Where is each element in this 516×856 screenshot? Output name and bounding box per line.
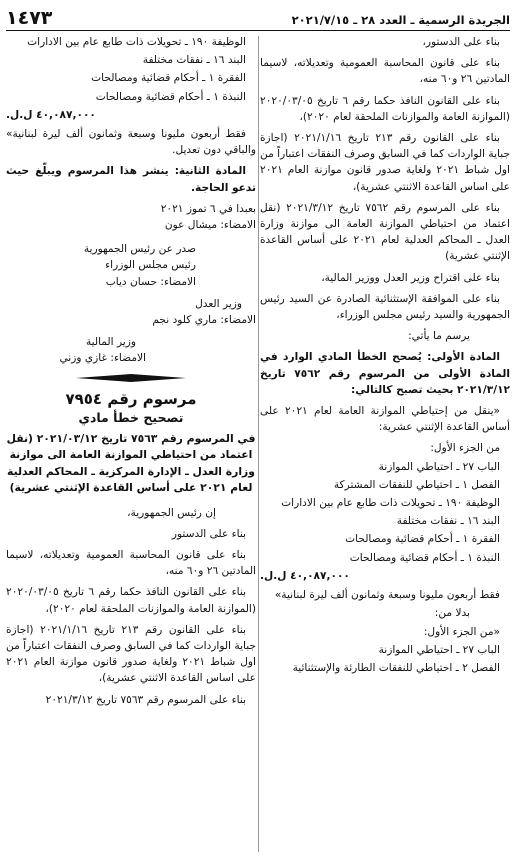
page-header: [6, 4, 510, 31]
decree-subtitle: تصحيح خطأ مادي: [78, 409, 184, 425]
budget-line: الفقرة ١ ـ أحكام قضائية ومصالحات: [345, 533, 500, 546]
budget-line: من الجزء الأول:: [430, 442, 500, 455]
clause: بناء على الموافقة الإستثنائية الصادرة عن السيد رئيس الجمهورية والسيد رئيس مجلس الوزراء،: [260, 292, 510, 322]
budget-line: الباب ٢٧ ـ احتياطي الموازنة: [378, 643, 500, 656]
gazette-name: الجريدة الرسمية ـ العدد: [379, 13, 510, 27]
clause: بناء على المرسوم رقم ٧٥٦٢ تاريخ ٢٠٢١/٣/١٢ (نقل اعتماد من احتياطي الموازنة العامة الى موازنة وزارة العدل ـ المحاكم العدلية لعام ٢٠٢١ على أساس القاعدة الإثنتي عشرية): [260, 201, 510, 263]
budget-line: الفقرة ١ ـ أحكام قضائية ومصالحات: [91, 72, 246, 85]
budget-line: الفصل ١ ـ احتياطي للنفقات المشتركة: [333, 478, 500, 491]
left-column: [6, 34, 256, 856]
decree-title: مرسوم رقم ٧٩٥٤: [65, 389, 197, 408]
budget-line: النبذة ١ ـ أحكام قضائية ومصالحات: [349, 551, 500, 564]
signature-justice: الامضاء: ماري كلود نجم: [152, 314, 256, 327]
decree-formula: يرسم ما يأتي:: [408, 330, 470, 343]
signature-justice-title: وزير العدل: [195, 297, 242, 310]
clause: بناء على القانون النافذ حكما رقم ٦ تاريخ ٢٠٢٠/٠٣/٠٥ (الموازنة العامة والموازنات الملحقة لعام ٢٠٢٠)،: [6, 586, 256, 615]
article-two-text: المادة الثانية: ينشر هذا المرسوم ويبلّغ حيث تدعو الحاجة.: [6, 165, 256, 194]
budget-line: الفصل ٢ ـ احتياطي للنفقات الطارئة والإستثنائية: [292, 661, 500, 674]
clause: إن رئيس الجمهورية،: [127, 506, 216, 519]
article-two: [6, 163, 256, 195]
signature-place-date: بعبدا في ٦ تموز ٢٠٢١: [160, 202, 256, 215]
signature-president: الامضاء: ميشال عون: [164, 219, 256, 232]
budget-line: «من الجزء الأول:: [423, 625, 500, 638]
amount: ٤٠,٠٨٧,٠٠٠ ل.ل.: [6, 108, 96, 121]
clause: بناء على اقتراح وزير العدل ووزير المالية،: [321, 271, 500, 284]
decree-description: في المرسوم رقم ٧٥٦٣ تاريخ ٢٠٢١/٠٣/١٢ (نقل اعتماد من احتياطي الموازنة العامة الى موازنة وزارة العدل ـ الإدارة المركزية ـ المحاكم العدلية لعام ٢٠٢١ على أساس القاعدة الإثنتي عشرية): [6, 431, 256, 495]
clause: بدلا من:: [434, 607, 470, 620]
article-one: [260, 349, 510, 398]
amount: ٤٠,٠٨٧,٠٠٠ ل.ل.: [260, 569, 350, 582]
budget-line: البند ١٦ ـ نفقات مختلفة: [142, 54, 246, 67]
budget-line: الوظيفة ١٩٠ ـ تحويلات ذات طابع عام بين الادارات: [281, 497, 500, 510]
budget-line: الباب ٢٧ ـ احتياطي الموازنة: [378, 460, 500, 473]
clause: بناء على الدستور،: [422, 36, 500, 48]
clause: «ينقل من إحتياطي الموازنة العامة لعام ٢٠٢١ على أساس القاعدة الإثنتي عشرية:: [260, 405, 510, 434]
signature-finance: الامضاء: غازي وزني: [59, 352, 146, 365]
signature-pm: الامضاء: حسان دياب: [105, 275, 196, 288]
divider-ornament-icon: [76, 373, 186, 383]
page-number: ١٤٧٣: [6, 7, 53, 29]
clause: بناء على القانون النافذ حكما رقم ٦ تاريخ ٢٠٢٠/٠٣/٠٥ (الموازنة العامة والموازنات الملحقة لعام ٢٠٢٠)،: [260, 94, 510, 123]
clause: بناء على المرسوم رقم ٧٥٦٣ تاريخ ٢٠٢١/٣/١٢: [45, 693, 246, 706]
clause: بناء على القانون رقم ٢١٣ تاريخ ٢٠٢١/١/١٦ (اجازة جباية الواردات كما في السابق وصرف النفقات اعتباراً من اول شباط ٢٠٢١ ولغاية صدور قانون موازنة العام ٢٠٢١ على اساس القاعدة الاثنتي عشرية)،: [260, 132, 510, 193]
signature-finance-title: وزير المالية: [85, 336, 136, 349]
budget-line: البند ١٦ ـ نفقات مختلفة: [396, 515, 500, 528]
budget-line: النبذة ١ ـ أحكام قضائية ومصالحات: [95, 90, 246, 103]
signatures: [6, 201, 256, 367]
right-column: [260, 34, 510, 856]
signature-issued-by: صدر عن رئيس الجمهورية: [83, 243, 196, 256]
clause: بناء على قانون المحاسبة العمومية وتعديلاته، لاسيما المادتين ٢٦ و٦٠ منه،: [6, 549, 256, 578]
clause: بناء على قانون المحاسبة العمومية وتعديلاته، لاسيما المادتين ٢٦ و٦٠ منه،: [260, 57, 510, 86]
column-divider: [258, 36, 259, 852]
issue-date: ـ ٢٠٢١/٧/١٥: [291, 13, 358, 27]
gazette-title: [292, 13, 510, 30]
clause: بناء على الدستور: [171, 527, 246, 540]
amount-words: فقط أربعون مليونا وسبعة وثمانون ألف ليرة لبنانية»: [274, 589, 500, 602]
amount-words: فقط أربعون مليونا وسبعة وثمانون ألف ليرة لبنانية» والباقي دون تعديل.: [6, 128, 256, 157]
issue-number: ٢٨: [361, 13, 376, 27]
clause: بناء على القانون رقم ٢١٣ تاريخ ٢٠٢١/١/١٦ (اجازة جباية الواردات كما في السابق وصرف النفقات اعتباراً من اول شباط ٢٠٢١ ولغاية صدور قانون موازنة العام ٢٠٢١ على اساس القاعدة الاثنتي عشرية)،: [6, 623, 256, 685]
budget-line: الوظيفة ١٩٠ ـ تحويلات ذات طابع عام بين الادارات: [27, 36, 246, 48]
ornament-divider: [6, 373, 256, 383]
signature-pm-title: رئيس مجلس الوزراء: [105, 259, 196, 272]
article-one-text: المادة الأولى: يُصحح الخطأ المادي الوارد في المادة الأولى من المرسوم رقم ٧٥٦٢ تاريخ ٢٠٢١/٣/١٢ بحيث تصبح كالتالي:: [260, 351, 510, 396]
